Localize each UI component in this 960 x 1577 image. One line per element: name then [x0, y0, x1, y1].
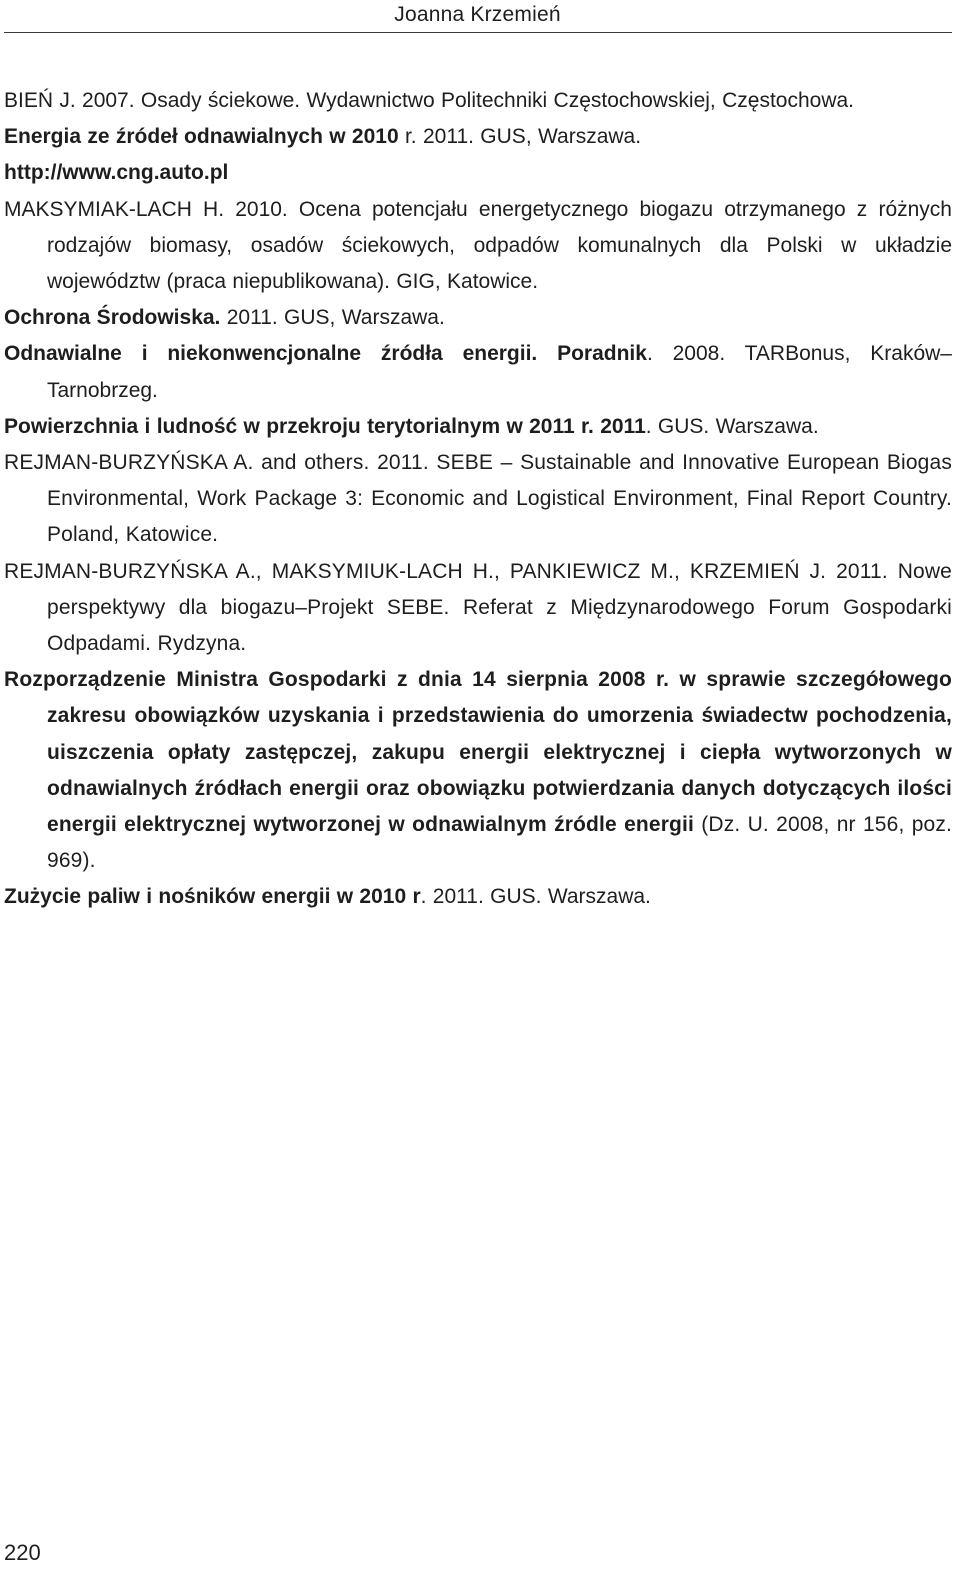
reference-title: Energia ze źródeł odnawialnych w 2010	[4, 125, 399, 149]
reference-entry	[4, 192, 952, 301]
reference-entry	[4, 119, 952, 155]
reference-text: . GUS. Warszawa.	[645, 414, 819, 438]
reference-text: REJMAN-BURZYŃSKA A., MAKSYMIUK-LACH H., PANKIEWICZ M., KRZEMIEŃ J. 2011. Nowe perspektywy dla biogazu–Projekt SEBE. Referat z Międzynarodowego Forum Gospodarki Odpadami. Rydzyna.	[4, 559, 952, 656]
reference-title: Rozporządzenie Ministra Gospodarki z dnia 14 sierpnia 2008 r. w sprawie szczegółowego zakresu obowiązków uzyskania i przedstawienia do umorzenia świadectw pochodzenia, uiszczenia opłaty zastępczej, zakupu energii elektrycznej i ciepła wytworzonych w odnawialnych źródłach energii oraz obowiązku potwierdzania danych dotyczących ilości energii elektrycznej wytworzonej w odnawialnym źródle energii	[4, 668, 952, 837]
running-title: Joanna Krzemień	[394, 3, 561, 26]
reference-title: Ochrona Środowiska.	[4, 306, 221, 330]
reference-text: . 2008. TARBonus, Kraków–Tarnobrzeg.	[47, 342, 952, 402]
reference-url: http://www.cng.auto.pl	[4, 161, 229, 185]
reference-entry	[4, 409, 952, 445]
reference-entry	[4, 662, 952, 879]
header-divider	[4, 32, 952, 33]
reference-text: MAKSYMIAK-LACH H. 2010. Ocena potencjału energetycznego biogazu otrzymanego z różnych rodzajów biomasy, osadów ściekowych, odpadów komunalnych dla Polski w układzie województw (praca niepublikowana). GIG, Katowice.	[4, 197, 952, 294]
reference-text: REJMAN-BURZYŃSKA A. and others. 2011. SEBE – Sustainable and Innovative European Biogas Environmental, Work Package 3: Economic and Logistical Environment, Final Report Country. Poland, Katowice.	[4, 451, 952, 547]
reference-list	[4, 83, 952, 916]
reference-title: Powierzchnia i ludność w przekroju terytorialnym w 2011 r. 2011	[4, 414, 646, 438]
reference-text: . 2011. GUS. Warszawa.	[420, 885, 651, 909]
reference-entry	[4, 83, 952, 119]
reference-title: Zużycie paliw i nośników energii w 2010 r	[4, 885, 421, 909]
page-number: 220	[4, 1540, 41, 1565]
reference-text: BIEŃ J. 2007. Osady ściekowe. Wydawnictwo Politechniki Częstochowskiej, Częstochowa.	[4, 89, 854, 112]
reference-entry	[4, 445, 952, 554]
page-header	[0, 0, 960, 33]
reference-entry	[4, 155, 952, 191]
reference-title: Odnawialne i niekonwencjonalne źródła energii. Poradnik	[4, 342, 647, 366]
reference-entry	[4, 336, 952, 408]
reference-entry	[4, 554, 952, 663]
reference-entry	[4, 300, 952, 336]
reference-entry	[4, 879, 952, 915]
reference-text: r. 2011. GUS, Warszawa.	[398, 125, 642, 149]
reference-text: 2011. GUS, Warszawa.	[220, 306, 445, 330]
reference-text: (Dz. U. 2008, nr 156, poz. 969).	[47, 813, 952, 873]
